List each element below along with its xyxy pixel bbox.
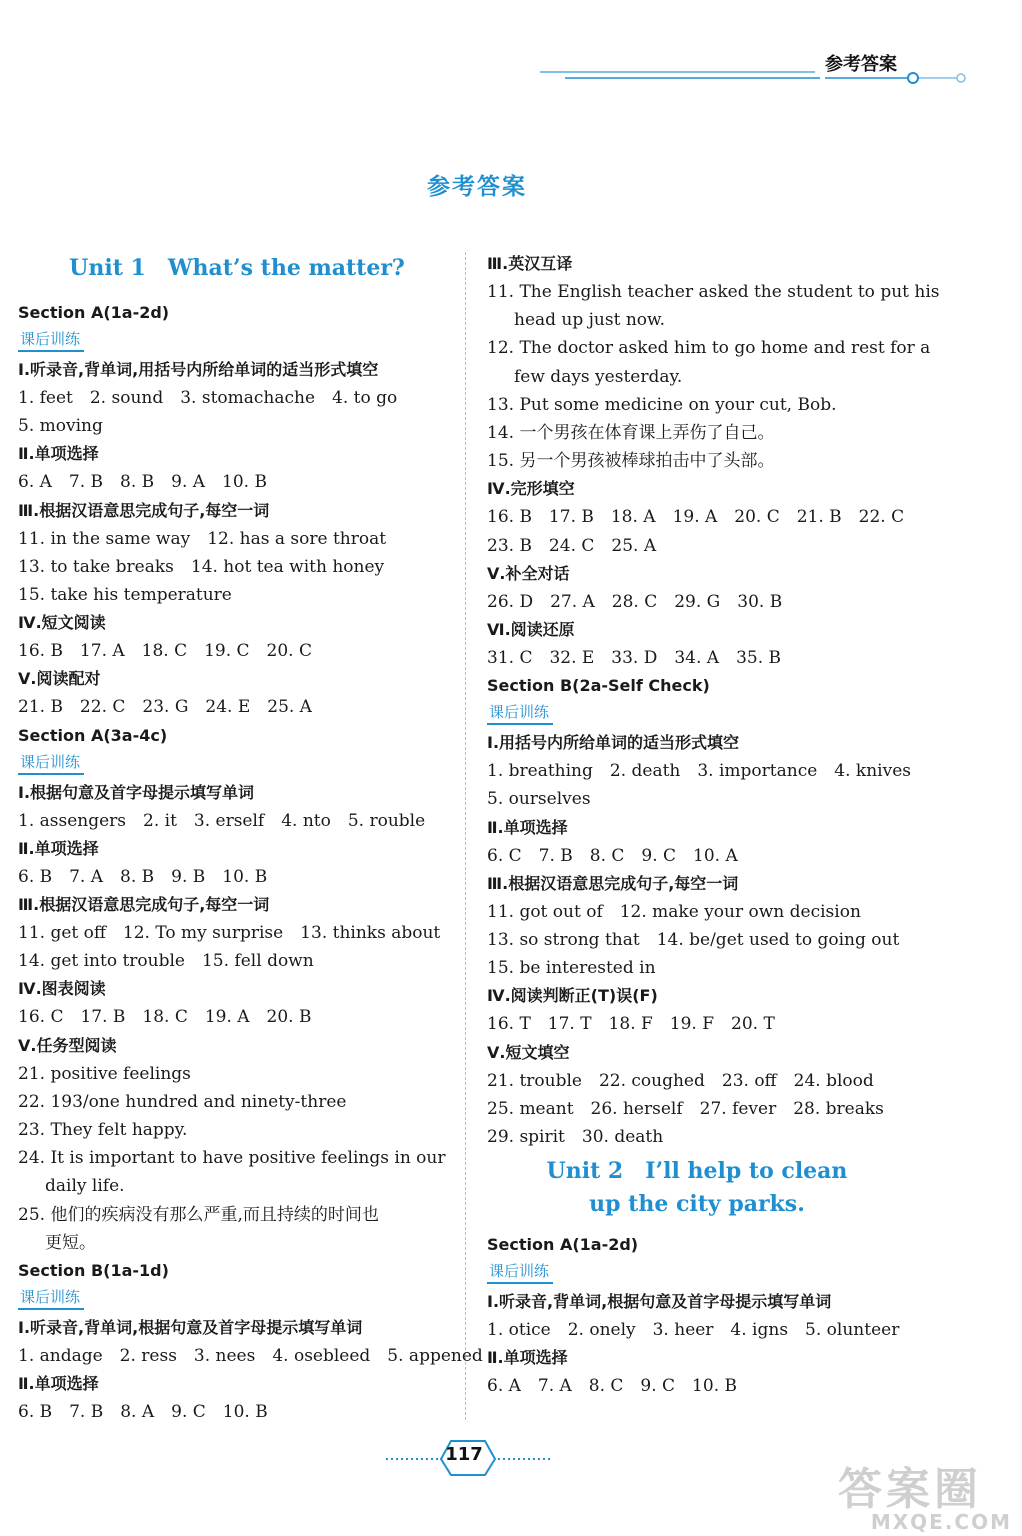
exercise-heading: Ⅰ.听录音,背单词,根据句意及首字母提示填写单词 xyxy=(18,1318,363,1338)
exercise-tag-row xyxy=(18,327,456,356)
answer-line: 14. 一个男孩在体育课上弄伤了自己。 xyxy=(487,423,775,444)
exercise-heading: Ⅴ.短文填空 xyxy=(487,1042,570,1062)
section-heading: Section A(1a-2d) xyxy=(487,1235,639,1255)
exercise-heading: Ⅲ.根据汉语意思完成句子,每空一词 xyxy=(487,873,739,893)
answer-line: 1. assengers 2. it 3. erself 4. nto 5. rouble xyxy=(18,810,426,831)
exercise-heading: Ⅱ.单项选择 xyxy=(18,444,99,464)
exercise-heading: Ⅱ.单项选择 xyxy=(18,838,99,858)
answer-line: 16. B 17. A 18. C 19. C 20. C xyxy=(18,641,312,662)
exercise-tag-row xyxy=(18,1285,456,1314)
answer-line: 23. B 24. C 25. A xyxy=(487,535,657,556)
answer-line: 26. D 27. A 28. C 29. G 30. B xyxy=(487,591,783,612)
exercise-tag: 课后训练 xyxy=(487,702,553,725)
exercise-heading: Ⅴ.任务型阅读 xyxy=(18,1035,117,1055)
unit-title: Unit 2 I’ll help to clean xyxy=(546,1158,848,1185)
answer-line: 21. positive feelings xyxy=(18,1063,191,1084)
watermark-logo xyxy=(838,1464,1018,1534)
page-number: 117 xyxy=(445,1444,483,1465)
exercise-heading: Ⅱ.单项选择 xyxy=(18,1374,99,1394)
answer-line: 25. 他们的疾病没有那么严重,而且持续的时间也 xyxy=(18,1204,379,1225)
section-heading: Section B(2a-Self Check) xyxy=(487,676,710,696)
left-column xyxy=(18,250,483,1426)
answer-line: 11. The English teacher asked the student to put his xyxy=(487,282,940,302)
exercise-tag-row xyxy=(18,750,456,779)
section-heading: Section A(1a-2d) xyxy=(18,303,170,322)
answer-line: 22. 193/one hundred and ninety-three xyxy=(18,1091,347,1112)
answer-line-continued: few days yesterday. xyxy=(514,366,683,387)
column-divider xyxy=(465,252,466,1420)
answer-line: 6. B 7. B 8. A 9. C 10. B xyxy=(18,1402,268,1423)
section-heading: Section A(3a-4c) xyxy=(18,725,168,745)
answer-line: 6. A 7. B 8. B 9. A 10. B xyxy=(18,472,267,493)
exercise-heading: Ⅵ.阅读还原 xyxy=(487,620,575,640)
exercise-tag: 课后训练 xyxy=(18,329,84,352)
answer-line: 1. otice 2. onely 3. heer 4. igns 5. olunteer xyxy=(487,1320,900,1341)
exercise-heading: Ⅳ.短文阅读 xyxy=(18,613,106,633)
answer-line: 1. breathing 2. death 3. importance 4. knives xyxy=(487,761,911,782)
answer-line: 15. take his temperature xyxy=(18,585,232,606)
answer-line: 13. to take breaks 14. hot tea with honey xyxy=(18,556,385,577)
watermark-site: MXQE.COM xyxy=(870,1510,1012,1534)
answer-line: 15. be interested in xyxy=(487,958,656,979)
exercise-heading: Ⅴ.补全对话 xyxy=(487,563,570,583)
section-heading: Section B(1a-1d) xyxy=(18,1261,169,1281)
answer-line: 12. The doctor asked him to go home and rest for a xyxy=(487,338,931,359)
exercise-heading: Ⅴ.阅读配对 xyxy=(18,669,101,689)
answer-line: 6. C 7. B 8. C 9. C 10. A xyxy=(487,845,738,866)
answer-line: 29. spirit 30. death xyxy=(487,1127,664,1148)
answer-line: 25. meant 26. herself 27. fever 28. breaks xyxy=(487,1098,884,1119)
answer-line: 6. B 7. A 8. B 9. B 10. B xyxy=(18,866,268,887)
answer-line: 11. in the same way 12. has a sore throat xyxy=(18,528,387,549)
watermark-text: 答案圈 xyxy=(838,1464,982,1515)
exercise-heading: Ⅰ.根据句意及首字母提示填写单词 xyxy=(18,782,255,802)
exercise-heading: Ⅳ.图表阅读 xyxy=(18,979,106,999)
answer-line: 13. so strong that 14. be/get used to going out xyxy=(487,930,900,951)
answer-line-continued: head up just now. xyxy=(514,310,665,331)
unit-title-continued: up the city parks. xyxy=(589,1191,805,1218)
answer-line: 21. B 22. C 23. G 24. E 25. A xyxy=(18,697,312,718)
answer-line: 15. 另一个男孩被棒球拍击中了头部。 xyxy=(487,451,775,472)
answer-line: 31. C 32. E 33. D 34. A 35. B xyxy=(487,648,782,669)
answer-line: 5. ourselves xyxy=(487,789,591,810)
exercise-tag-row xyxy=(487,1259,907,1288)
answer-line: 11. get off 12. To my surprise 13. thinks about xyxy=(18,923,441,944)
answer-line: 23. They felt happy. xyxy=(18,1120,188,1141)
exercise-tag: 课后训练 xyxy=(487,1261,553,1284)
answer-line: 16. B 17. B 18. A 19. A 20. C 21. B 22. C xyxy=(487,507,905,528)
exercise-heading: Ⅲ.英汉互译 xyxy=(487,254,573,273)
unit-title: Unit 1 What’s the matter? xyxy=(69,255,405,281)
answer-line: 11. got out of 12. make your own decision xyxy=(487,901,861,922)
exercise-tag: 课后训练 xyxy=(18,752,84,775)
answer-line: 16. T 17. T 18. F 19. F 20. T xyxy=(487,1014,775,1035)
exercise-tag: 课后训练 xyxy=(18,1287,84,1310)
exercise-heading: Ⅲ.根据汉语意思完成句子,每空一词 xyxy=(18,500,270,520)
answer-line: 13. Put some medicine on your cut, Bob. xyxy=(487,394,837,415)
answer-line: 6. A 7. A 8. C 9. C 10. B xyxy=(487,1376,737,1397)
answer-line: 14. get into trouble 15. fell down xyxy=(18,951,314,972)
answer-line: 21. trouble 22. coughed 23. off 24. blood xyxy=(487,1070,874,1091)
header-running-title: 参考答案 xyxy=(825,54,897,75)
exercise-heading: Ⅳ.阅读判断正(T)误(F) xyxy=(487,986,658,1006)
answer-line: 16. C 17. B 18. C 19. A 20. B xyxy=(18,1007,312,1028)
answer-line-continued: 更短。 xyxy=(45,1232,96,1253)
answer-line: 5. moving xyxy=(18,416,103,437)
answer-line: 24. It is important to have positive feelings in our xyxy=(18,1148,446,1169)
exercise-heading: Ⅰ.听录音,背单词,根据句意及首字母提示填写单词 xyxy=(487,1292,832,1312)
answer-line-continued: daily life. xyxy=(45,1176,125,1197)
exercise-heading: Ⅰ.用括号内所给单词的适当形式填空 xyxy=(487,733,740,753)
exercise-heading: Ⅱ.单项选择 xyxy=(487,817,568,837)
header-decoration xyxy=(535,60,975,100)
exercise-tag-row xyxy=(487,700,907,729)
exercise-heading: Ⅱ.单项选择 xyxy=(487,1348,568,1368)
exercise-heading: Ⅰ.听录音,背单词,用括号内所给单词的适当形式填空 xyxy=(18,360,379,379)
answer-line: 1. feet 2. sound 3. stomachache 4. to go xyxy=(18,388,398,408)
exercise-heading: Ⅲ.根据汉语意思完成句子,每空一词 xyxy=(18,895,270,915)
right-column xyxy=(487,250,940,1401)
page-title: 参考答案 xyxy=(427,174,527,200)
answer-line: 1. andage 2. ress 3. nees 4. osebleed 5. appened xyxy=(18,1346,483,1367)
exercise-heading: Ⅳ.完形填空 xyxy=(487,479,575,499)
